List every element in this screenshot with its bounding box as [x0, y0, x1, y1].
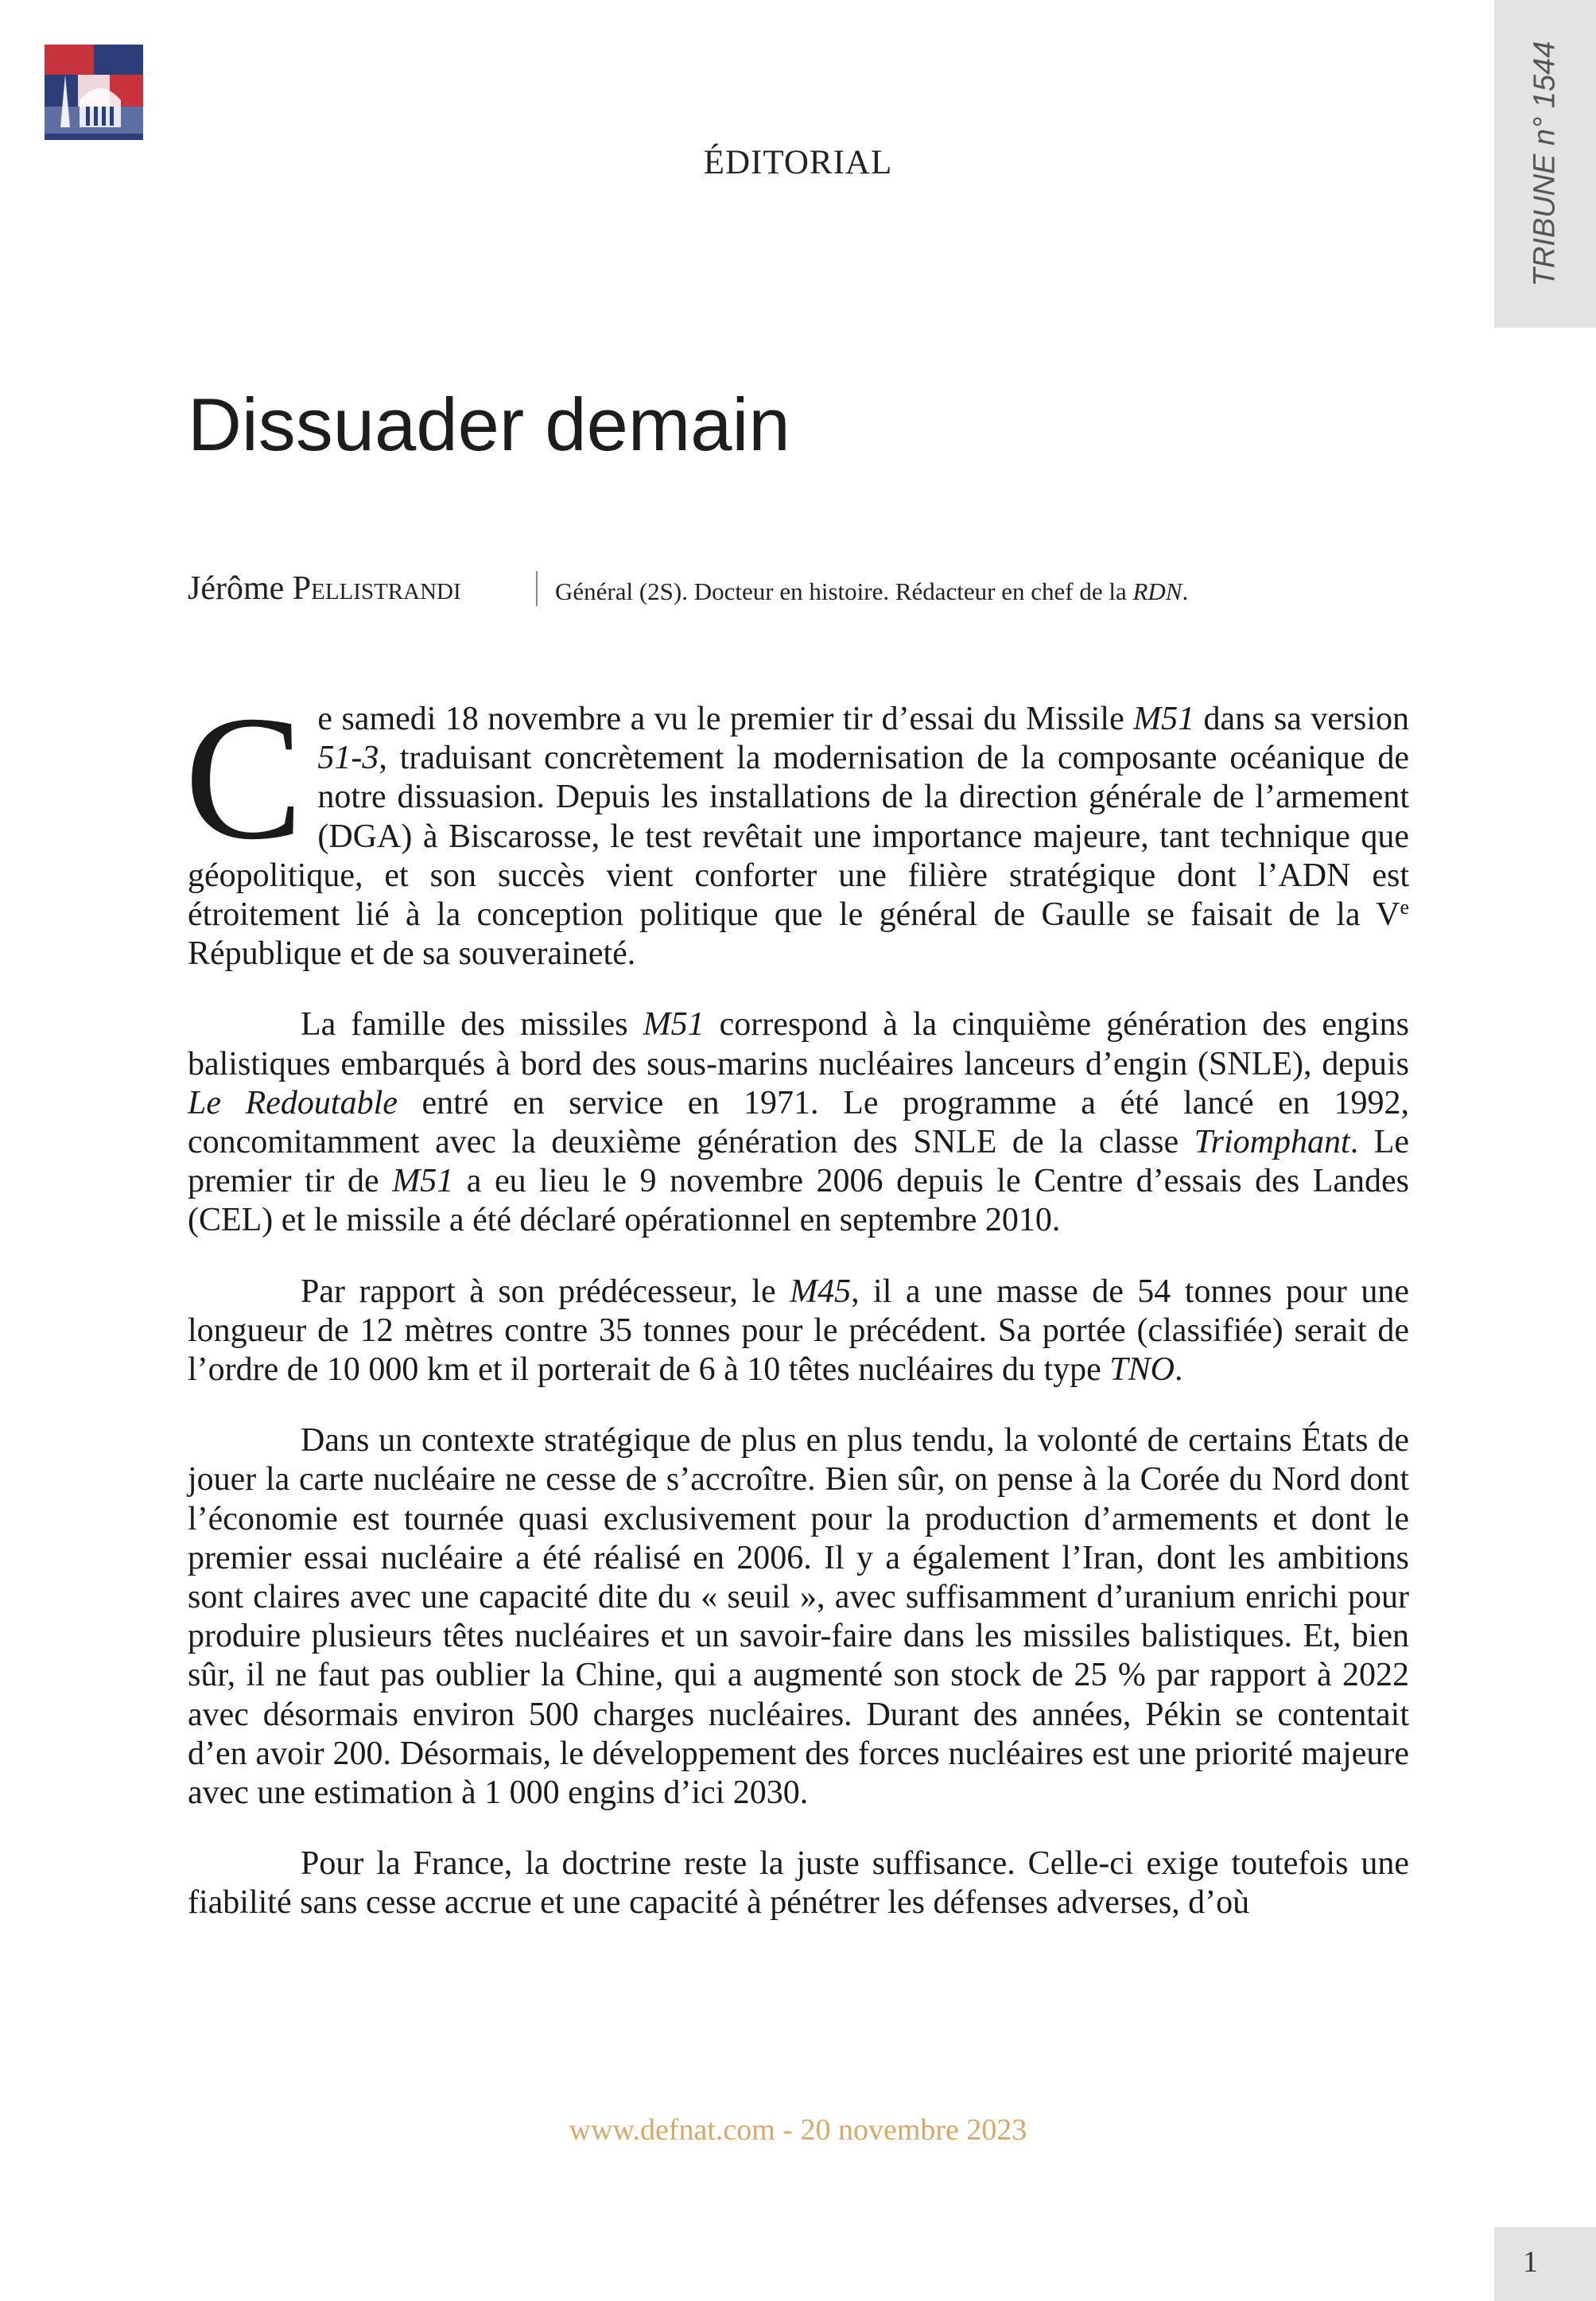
italic-text: M51: [643, 1006, 705, 1044]
paragraph-text: entré en service en 1971. Le programme a été lancé en 1992, concomitamment avec la deuxième génération des SNLE de la classe: [188, 1084, 1409, 1161]
italic-text: M51: [1133, 701, 1195, 737]
author-role-publication: RDN: [1132, 577, 1182, 605]
italic-text: TNO: [1109, 1351, 1175, 1389]
paragraph-text: , traduisant concrètement la modernisation de la composante océanique de notre dissuasion. Depuis les installations de la direction générale de l’armement (DGA) à Biscarosse, le test revêtait une importance majeure, tant technique que géopolitique, et son succès vient conforter une filière stratégique dont l’ADN est étroitement lié à la conception politique que le général de Gaulle se faisait de la V: [188, 740, 1409, 934]
paragraph-text: La famille des missiles: [301, 1006, 643, 1044]
author-role-text: Général (2S). Docteur en histoire. Rédacteur en chef de la: [555, 577, 1133, 605]
paragraph-text: , il a une masse de 54 tonnes pour une longueur de 12 mètres contre 35 tonnes pour le précédent. Sa portée (classifiée) serait de l’ordre de 10 000 km et il porterait de 6 à 10 têtes nucléaires du type: [188, 1273, 1409, 1389]
footer-url-date: www.defnat.com - 20 novembre 2023: [569, 2113, 1027, 2147]
italic-text: Triomphant: [1194, 1124, 1350, 1161]
article-paragraph: [188, 1844, 1409, 1922]
italic-text: M51: [392, 1163, 454, 1200]
page-number-box: [1494, 2227, 1596, 2301]
article-title: Dissuader demain: [188, 383, 790, 466]
paragraph-text: Par rapport à son prédécesseur, le: [301, 1273, 790, 1310]
rdn-building-logo-icon: [45, 45, 143, 140]
section-label: ÉDITORIAL: [703, 144, 893, 181]
article-body: [184, 679, 1409, 1955]
paragraph-text: dans sa version: [1194, 701, 1409, 737]
italic-text: 51-3: [317, 740, 379, 777]
paragraph-text: République et de sa souveraineté.: [188, 935, 636, 973]
paragraph-text: .: [1175, 1351, 1183, 1389]
article-paragraph: [188, 1273, 1409, 1390]
paragraph-text: Dans un contexte stratégique de plus en plus tendu, la volonté de certains États de jouer la carte nucléaire ne cesse de s’accroître. Bien sûr, on pense à la Corée du Nord dont l’économie est tournée quasi exclusivement pour la production d’armements et dont le premier essai nucléaire a été réalisé en 2006. Il y a également l’Iran, dont les ambitions sont claires avec une capacité dite du « seuil », avec suffisamment d’uranium enrichi pour produire plusieurs têtes nucléaires et un savoir-faire dans les missiles balistiques. Et, bien sûr, il ne faut pas oublier la Chine, qui a augmenté son stock de 25 % par rapport à 2022 avec désormais environ 500 charges nucléaires. Durant des années, Pékin se contentait d’en avoir 200. Désormais, le développement des forces nucléaires est une priorité majeure avec une estimation à 1 000 engins d’ici 2030.: [188, 1422, 1409, 1812]
superscript-text: e: [1400, 896, 1409, 919]
paragraph-text: a eu lieu le 9 novembre 2006 depuis le Centre d’essais des Landes (CEL) et le missile a été déclaré opérationnel en septembre 2010.: [188, 1163, 1409, 1239]
drop-cap: C: [184, 679, 304, 876]
author-role-suffix: .: [1182, 577, 1189, 605]
article-paragraph: [184, 679, 1409, 974]
tribune-number-label: TRIBUNE n° 1544: [1528, 41, 1562, 287]
paragraph-text: . Le premier tir de: [188, 1124, 1409, 1200]
page-number: 1: [1523, 2245, 1538, 2279]
byline-divider: [536, 571, 538, 606]
author-role: [555, 577, 1188, 606]
article-paragraph: [188, 1421, 1409, 1813]
author-last-name: Pellistrandi: [292, 570, 461, 607]
author-first-name: Jérôme: [188, 570, 285, 607]
paragraph-text: e samedi 18 novembre a vu le premier tir d’essai du Missile: [317, 701, 1134, 737]
paragraph-text: Pour la France, la doctrine reste la juste suffisance. Celle-ci exige toutefois une fiabilité sans cesse accrue et une capacité à pénétrer les défenses adverses, d’où: [188, 1845, 1409, 1922]
italic-text: Le Redoutable: [188, 1084, 398, 1121]
article-paragraph: [188, 1005, 1409, 1240]
author-name: [188, 569, 461, 608]
paragraph-text: correspond à la cinquième génération des engins balistiques embarqués à bord des sous-marins nucléaires lanceurs d’engin (SNLE), depuis: [188, 1006, 1409, 1082]
italic-text: M45: [790, 1273, 852, 1310]
